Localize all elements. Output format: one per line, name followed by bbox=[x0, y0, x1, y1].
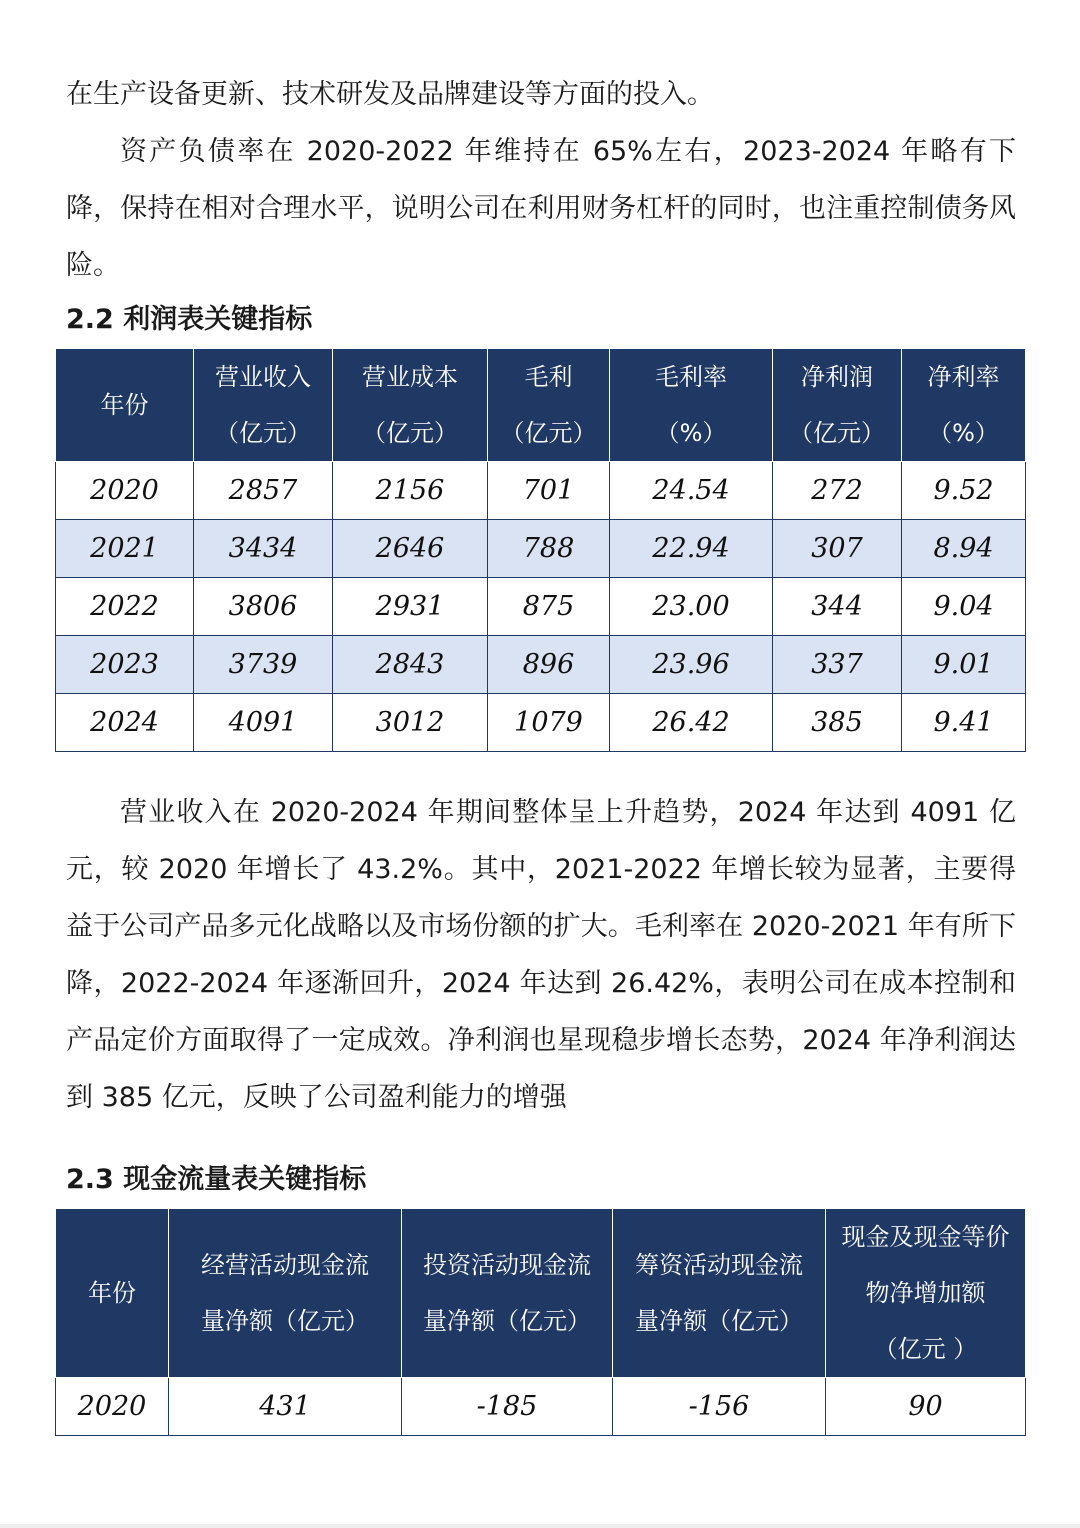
cell-gross-profit: 1079 bbox=[488, 694, 610, 752]
cell-net-margin: 9.41 bbox=[902, 694, 1026, 752]
cell-operating-cashflow: 431 bbox=[169, 1378, 402, 1436]
table-row bbox=[56, 694, 1026, 752]
cell-revenue: 2857 bbox=[194, 462, 333, 520]
header-cost: 营业成本 （亿元） bbox=[333, 349, 488, 462]
header-financing-cashflow: 筹资活动现金流 量净额（亿元） bbox=[613, 1209, 826, 1378]
cell-net-profit: 385 bbox=[773, 694, 902, 752]
cell-revenue: 3434 bbox=[194, 520, 333, 578]
cell-net-profit: 344 bbox=[773, 578, 902, 636]
cell-revenue: 4091 bbox=[194, 694, 333, 752]
table-row bbox=[56, 462, 1026, 520]
cashflow-table-header bbox=[56, 1209, 1026, 1378]
table-row bbox=[56, 1378, 1026, 1436]
cell-investing-cashflow: -185 bbox=[402, 1378, 613, 1436]
cell-gross-profit: 701 bbox=[488, 462, 610, 520]
header-investing-cashflow: 投资活动现金流 量净额（亿元） bbox=[402, 1209, 613, 1378]
cell-year: 2024 bbox=[56, 694, 194, 752]
header-year: 年份 bbox=[56, 1209, 169, 1378]
cell-gross-margin: 23.00 bbox=[610, 578, 773, 636]
cell-gross-margin: 22.94 bbox=[610, 520, 773, 578]
cell-year: 2023 bbox=[56, 636, 194, 694]
cell-gross-margin: 26.42 bbox=[610, 694, 773, 752]
cell-net-cash-increase: 90 bbox=[826, 1378, 1026, 1436]
profit-table bbox=[55, 348, 1026, 752]
header-operating-cashflow: 经营活动现金流 量净额（亿元） bbox=[169, 1209, 402, 1378]
header-net-cash-increase: 现金及现金等价 物净增加额 （亿元 ） bbox=[826, 1209, 1026, 1378]
table-row bbox=[56, 636, 1026, 694]
cell-net-profit: 307 bbox=[773, 520, 902, 578]
cell-revenue: 3806 bbox=[194, 578, 333, 636]
paragraph-2: 资产负债率在 2020-2022 年维持在 65%左右，2023-2024 年略有下降，保持在相对合理水平，说明公司在利用财务杠杆的同时，也注重控制债务风险。 bbox=[66, 136, 1016, 281]
paragraph-1: 在生产设备更新、技术研发及品牌建设等方面的投入。 bbox=[66, 79, 714, 110]
table-row bbox=[56, 520, 1026, 578]
cell-net-margin: 9.04 bbox=[902, 578, 1026, 636]
cell-net-margin: 8.94 bbox=[902, 520, 1026, 578]
header-gross-profit: 毛利 （亿元） bbox=[488, 349, 610, 462]
header-gross-margin: 毛利率 （%） bbox=[610, 349, 773, 462]
cell-financing-cashflow: -156 bbox=[613, 1378, 826, 1436]
paragraph-3: 营业收入在 2020-2024 年期间整体呈上升趋势，2024 年达到 4091 亿元，较 2020 年增长了 43.2%。其中，2021-2022 年增长较为显著，主要得益于公司产品多元化战略以及市场份额的扩大。毛利率在 2020-2021 年有所下降，2022-2024 年逐渐回升，2024 年达到 26.42%，表明公司在成本控制和产品定价方面取得了一定成效。净利润也星现稳步增长态势，2024 年净利润达到 385 亿元，反映了公司盈利能力的增强 bbox=[66, 797, 1016, 1113]
cell-gross-profit: 788 bbox=[488, 520, 610, 578]
cell-cost: 2843 bbox=[333, 636, 488, 694]
cell-year: 2022 bbox=[56, 578, 194, 636]
section-heading-cashflow: 2.3 现金流量表关键指标 bbox=[66, 1164, 367, 1195]
cell-cost: 2156 bbox=[333, 462, 488, 520]
cell-gross-margin: 24.54 bbox=[610, 462, 773, 520]
page-bottom-edge bbox=[0, 1524, 1080, 1528]
header-net-margin: 净利率 （%） bbox=[902, 349, 1026, 462]
cell-cost: 2646 bbox=[333, 520, 488, 578]
table-row bbox=[56, 578, 1026, 636]
cashflow-table bbox=[55, 1208, 1026, 1436]
cell-revenue: 3739 bbox=[194, 636, 333, 694]
cell-year: 2020 bbox=[56, 1378, 169, 1436]
cell-gross-profit: 896 bbox=[488, 636, 610, 694]
cell-year: 2021 bbox=[56, 520, 194, 578]
cell-gross-margin: 23.96 bbox=[610, 636, 773, 694]
cell-year: 2020 bbox=[56, 462, 194, 520]
profit-table-header bbox=[56, 349, 1026, 462]
header-net-profit: 净利润 （亿元） bbox=[773, 349, 902, 462]
section-heading-profit: 2.2 利润表关键指标 bbox=[66, 304, 313, 335]
cell-cost: 2931 bbox=[333, 578, 488, 636]
cell-net-profit: 272 bbox=[773, 462, 902, 520]
header-year: 年份 bbox=[56, 349, 194, 462]
cell-net-profit: 337 bbox=[773, 636, 902, 694]
header-revenue: 营业收入 （亿元） bbox=[194, 349, 333, 462]
cell-gross-profit: 875 bbox=[488, 578, 610, 636]
cell-net-margin: 9.01 bbox=[902, 636, 1026, 694]
cell-net-margin: 9.52 bbox=[902, 462, 1026, 520]
cell-cost: 3012 bbox=[333, 694, 488, 752]
